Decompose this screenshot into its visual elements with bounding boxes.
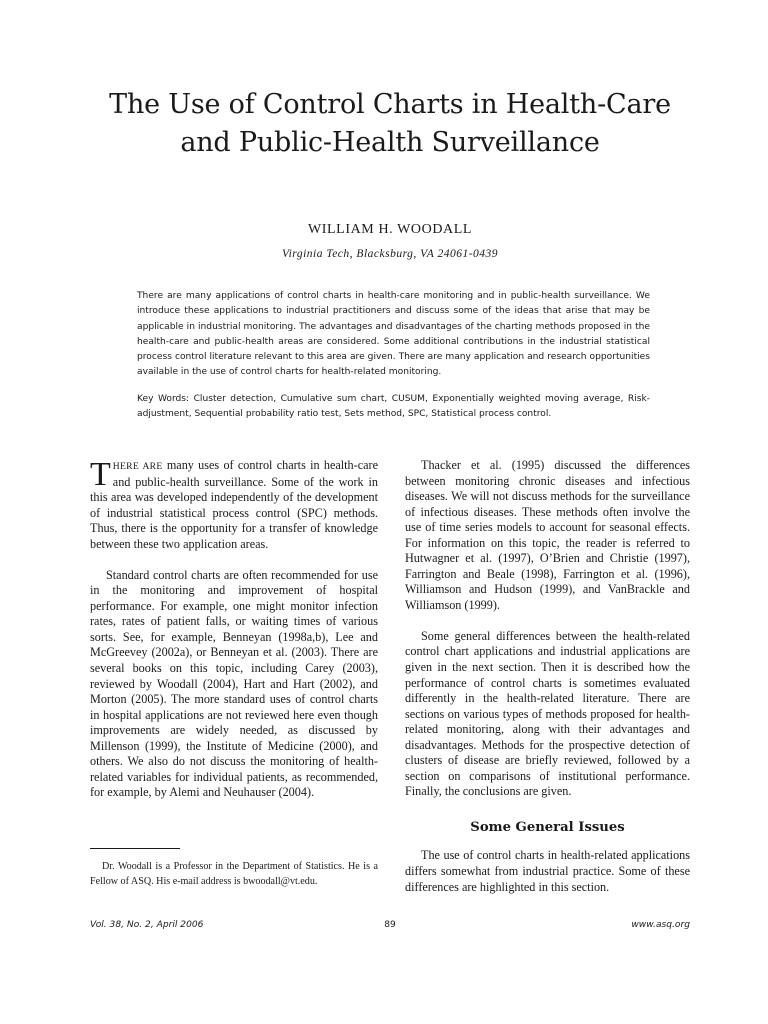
footnote-divider — [90, 848, 180, 849]
journal-issue: Vol. 38, No. 2, April 2006 — [90, 920, 204, 930]
journal-website: www.asq.org — [631, 920, 690, 930]
keywords: Key Words: Cluster detection, Cumulative sum chart, CUSUM, Exponentially weighted moving average, Risk-adjustment, Sequential probability ratio test, Sets method, SPC, Statistical process control. — [137, 394, 650, 420]
paper-title: The Use of Control Charts in Health-Care and Public-Health Surveillance — [109, 89, 671, 158]
author-affiliation: Virginia Tech, Blacksburg, VA 24061-0439 — [281, 248, 499, 260]
left-column — [90, 458, 378, 816]
abstract: There are many applications of control charts in health-care monitoring and in public-health surveillance. We introduce these applications to industrial practitioners and discuss some of the ideas that arise that may be applicable in industrial monitoring. The advantages and disadvantages of the charting methods proposed in the health-care and public-health areas are considered. Some additional contributions in the industrial statistical process control literature relevant to this area are given. There are many application and research opportunities available in the use of control charts for health-related monitoring. — [137, 291, 650, 378]
author-footnote: Dr. Woodall is a Professor in the Department of Statistics. He is a Fellow of ASQ. His e-mail address is bwoodall@vt.edu. — [90, 861, 378, 887]
lead-in-smallcaps: HERE ARE — [112, 461, 163, 472]
intro-paragraph-text: many uses of control charts in health-care and public-health surveillance. Some of the work in this area was developed independently of the development of industrial statistical process control (SPC) methods. Thus, there is the opportunity for a transfer of knowledge between these two application areas. — [90, 458, 378, 551]
body-paragraph: Thacker et al. (1995) discussed the differences between monitoring chronic diseases and infectious diseases. We will not discuss methods for the surveillance of infectious diseases. These methods often involve the use of time series models to account for seasonal effects. For information on this topic, the reader is referred to Hutwagner et al. (1997), O’Brien and Christie (1997), Farrington and Beale (1998), Farrington et al. (1996), Williamson and Hudson (1999), and VanBrackle and Williamson (1999). — [405, 458, 690, 612]
page-number: 89 — [384, 920, 396, 930]
body-paragraph: The use of control charts in health-related applications differs somewhat from industrial practice. Some of these differences are highlighted in this section. — [405, 848, 690, 894]
right-column — [405, 458, 690, 910]
drop-cap: T — [90, 456, 111, 493]
body-paragraph: Standard control charts are often recommended for use in the monitoring and improvement of hospital performance. For example, one might monitor infection rates, rates of patient falls, or waiting times of various sorts. See, for example, Benneyan (1998a,b), Lee and McGreevey (2002a), or Benneyan et al. (2003). There are several books on this topic, including Carey (2003), reviewed by Woodall (2004), Hart and Hart (2002), and Morton (2005). The more standard uses of control charts in hospital applications are not reviewed here even though improvements are widely needed, as discussed by Millenson (1999), the Institute of Medicine (2000), and others. We also do not discuss the monitoring of health-related variables for individual patients, as recommended, for example, by Alemi and Neuhauser (2004). — [90, 567, 378, 800]
section-heading: Some General Issues — [470, 819, 625, 835]
body-paragraph: Some general differences between the health-related control chart applications and industrial applications are given in the next section. Then it is described how the performance of control charts is sometimes evaluated differently in the health-related literature. There are sections on various types of methods proposed for health-related monitoring, along with their advantages and disadvantages. Methods for the prospective detection of clusters of disease are briefly reviewed, followed by a section on comparisons of institutional performance. Finally, the conclusions are given. — [405, 628, 690, 799]
author-name: WILLIAM H. WOODALL — [307, 222, 473, 237]
intro-paragraph — [90, 458, 378, 552]
